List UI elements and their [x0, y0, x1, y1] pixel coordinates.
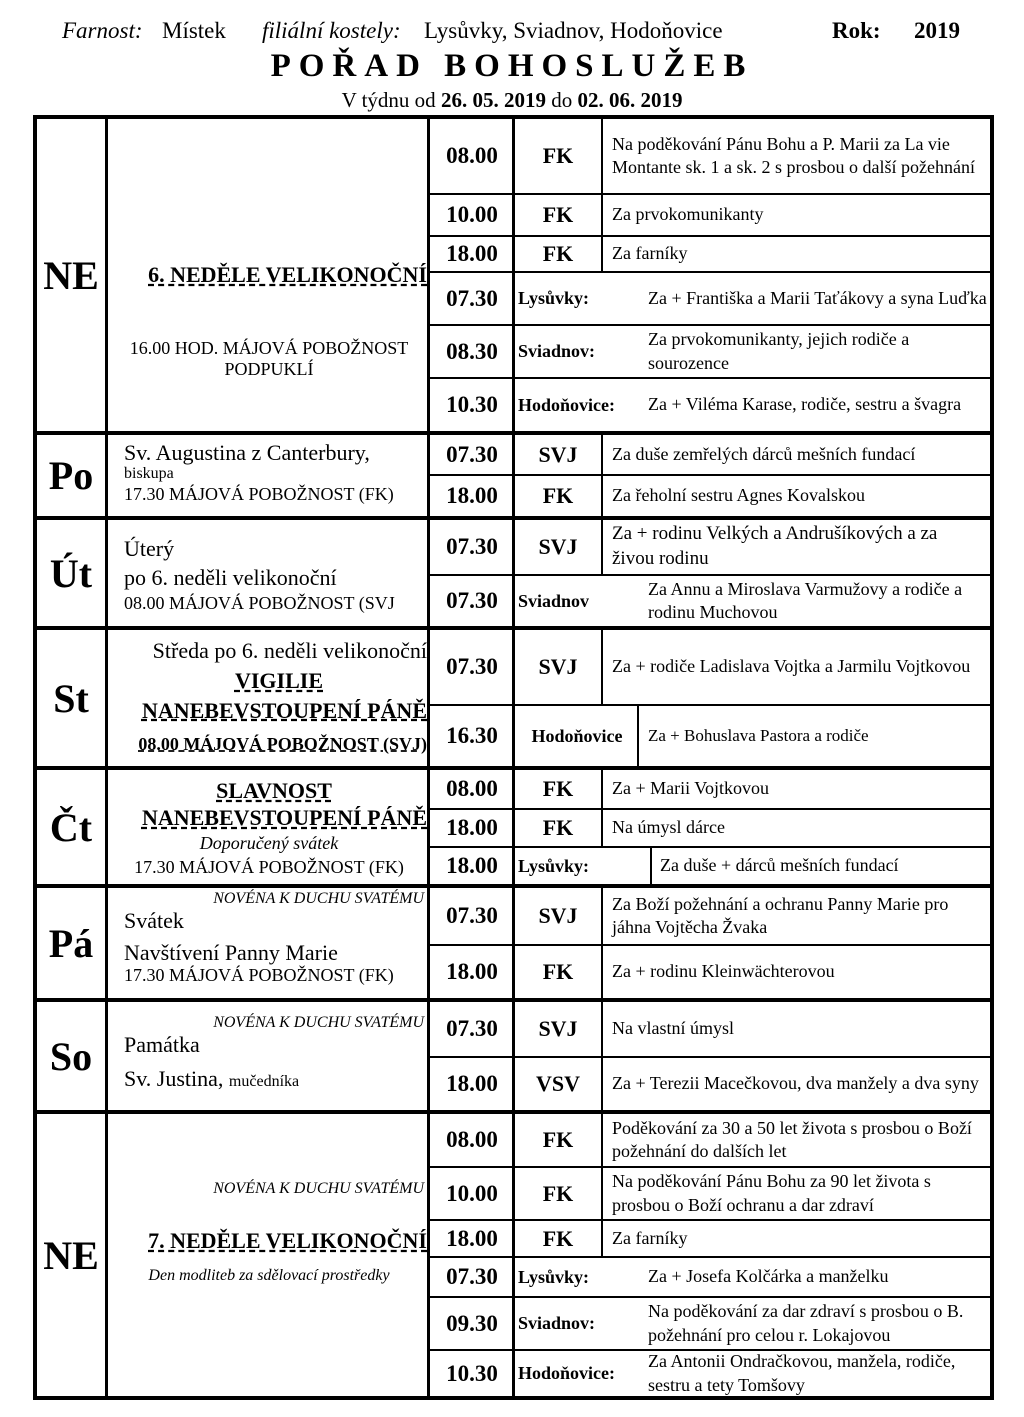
feast-note: Den modliteb za sdělovací prostředky: [148, 1267, 390, 1285]
day-description: [111, 262, 427, 287]
day-abbr: Pá: [48, 920, 94, 966]
mass-place: SVJ: [538, 903, 578, 928]
mass-place: FK: [542, 1225, 574, 1251]
devotion-line: 17.30 MÁJOVÁ POBOŽNOST (FK): [124, 483, 394, 504]
day-name: Památka: [124, 1032, 200, 1058]
day-description: [111, 638, 427, 755]
day-subtitle: po 6. neděli velikonoční: [124, 565, 337, 591]
day-description: [124, 536, 440, 613]
mass-time: 18.00: [446, 1071, 498, 1096]
mass-place: Lysůvky:: [518, 855, 590, 876]
day-description: [124, 440, 440, 504]
week-prefix: V týdnu od: [341, 88, 436, 112]
mass-time: 07.30: [446, 654, 498, 679]
divider: [105, 115, 108, 1400]
day-abbr: NE: [43, 1232, 99, 1278]
mass-place: Hodoňovice:: [518, 1363, 615, 1383]
mass-intention: Za + Terezii Macečkovou, dva manžely a dva syny: [612, 1073, 979, 1094]
mass-place: Lysůvky:: [518, 288, 590, 308]
feast-name: 7. NEDĚLE VELIKONOČNÍ: [148, 1228, 427, 1253]
mass-place: SVJ: [538, 534, 578, 559]
day-abbr: So: [49, 1033, 93, 1079]
mass-time: 16.30: [446, 723, 498, 748]
feast-name: NANEBEVSTOUPENÍ PÁNĚ: [141, 805, 427, 831]
mass-time: 07.30: [446, 441, 498, 467]
mass-place: SVJ: [538, 441, 578, 467]
mass-place: Sviadnov: [518, 590, 590, 611]
mass-intention: Za + rodiče Ladislava Vojtka a Jarmilu Vojtkovou: [612, 656, 971, 677]
devotion-line: 17.30 MÁJOVÁ POBOŽNOST (FK): [124, 964, 394, 985]
saint-name: Sv. Justina,: [124, 1065, 224, 1091]
mass-intention: Za farníky: [612, 243, 688, 264]
devotion-line: 08.00 MÁJOVÁ POBOŽNOST (SVJ): [138, 733, 427, 754]
mass-place: Hodoňovice: [531, 725, 623, 746]
mass-time: 08.30: [446, 338, 498, 364]
mass-place: FK: [542, 202, 574, 227]
divider: [601, 1002, 603, 1110]
mass-time: 08.00: [446, 143, 498, 168]
mass-time: 08.00: [446, 1127, 498, 1152]
mass-intention: Za + Josefa Kolčárka a manželku: [648, 1266, 889, 1287]
mass-place: SVJ: [538, 654, 578, 679]
mass-intention: Na poděkování za dar zdraví s prosbou o B. požehnání pro celou r. Lokajovou: [648, 1301, 964, 1345]
divider: [650, 848, 652, 884]
day-name: Středa po 6. neděli velikonoční: [152, 638, 427, 663]
feast-note: Doporučený svátek: [199, 832, 339, 853]
novena-note: NOVÉNA K DUCHU SVATÉMU: [213, 1180, 424, 1197]
mass-place: SVJ: [538, 1016, 578, 1041]
feast-name: Navštívení Panny Marie: [124, 939, 338, 965]
mass-time: 07.30: [446, 534, 498, 559]
day-description: [124, 890, 424, 986]
mass-intention: Za duše + dárců mešních fundací: [660, 855, 899, 876]
mass-time: 10.30: [446, 392, 498, 417]
mass-place: Lysůvky:: [518, 1266, 590, 1287]
day-description: [124, 1180, 424, 1198]
mass-place: FK: [542, 143, 574, 168]
mass-place: FK: [542, 1180, 574, 1206]
filial-churches: Lysůvky, Sviadnov, Hodoňovice: [424, 18, 723, 43]
week-from: 26. 05. 2019: [440, 88, 546, 112]
mass-intention: Za + Bohuslava Pastora a rodiče: [648, 725, 869, 745]
week-to: 02. 06. 2019: [577, 88, 683, 112]
divider: [601, 119, 603, 271]
feast-vigil: VIGILIE: [234, 668, 324, 694]
filial-label: filiální kostely:: [262, 18, 401, 43]
day-note: [111, 338, 427, 379]
mass-intention: Na úmysl dárce: [612, 817, 725, 838]
mass-place: FK: [542, 815, 574, 840]
page-title: POŘAD BOHOSLUŽEB: [270, 48, 754, 84]
divider: [601, 435, 603, 516]
mass-place: VSV: [535, 1071, 580, 1096]
feast-name: NANEBEVSTOUPENÍ PÁNĚ: [141, 697, 427, 723]
devotion-place: PODPUKLÍ: [224, 358, 314, 379]
feast-rank: SLAVNOST: [216, 778, 332, 803]
day-description: [111, 778, 427, 878]
mass-intention: Za prvokomunikanty, jejich rodiče a sourozence: [648, 329, 910, 373]
mass-intention: Na vlastní úmysl: [612, 1018, 734, 1039]
week-mid: do: [551, 88, 573, 112]
year-value: 2019: [914, 18, 960, 43]
parish-label: Farnost:: [62, 18, 143, 43]
mass-intention: Za + Viléma Karase, rodiče, sestru a švagra: [648, 394, 962, 415]
mass-intention: Na poděkování Pánu Bohu a P. Marii za La vie Montante sk. 1 a sk. 2 s prosbou o další požehnání: [612, 133, 975, 177]
week-range: [0, 88, 1024, 113]
mass-intention: Za + Marii Vojtkovou: [612, 778, 769, 799]
day-description: [124, 1014, 424, 1091]
feast-name: 6. NEDĚLE VELIKONOČNÍ: [148, 262, 427, 287]
mass-intention: Na poděkování Pánu Bohu za 90 let života s prosbou o Boží ochranu a dar zdraví: [612, 1171, 931, 1215]
mass-time: 07.30: [446, 1016, 498, 1041]
mass-place: FK: [542, 959, 574, 984]
mass-time: 07.30: [446, 1264, 498, 1289]
novena-note: NOVÉNA K DUCHU SVATÉMU: [213, 1014, 424, 1031]
header-line: [0, 18, 1024, 48]
devotion-line: 17.30 MÁJOVÁ POBOŽNOST (FK): [134, 857, 404, 878]
mass-intention: Za Annu a Miroslava Varmužovy a rodiče a rodinu Muchovou: [648, 578, 963, 622]
day-abbr: NE: [43, 252, 99, 298]
divider: [601, 888, 603, 998]
mass-time: 18.00: [446, 853, 498, 878]
mass-time: 10.00: [446, 1180, 498, 1206]
day-name: Svátek: [124, 908, 184, 934]
saint-title: mučedníka: [228, 1072, 300, 1090]
mass-time: 18.00: [446, 815, 498, 840]
mass-place: Hodoňovice:: [518, 394, 615, 415]
mass-intention: Poděkování za 30 a 50 let života s prosbou o Boží požehnání do dalších let: [612, 1117, 972, 1161]
mass-intention: Za řeholní sestru Agnes Kovalskou: [612, 485, 865, 506]
day-abbr: Po: [48, 453, 94, 498]
mass-time: 10.30: [446, 1360, 498, 1386]
divider: [601, 520, 603, 574]
mass-place: FK: [542, 483, 574, 508]
mass-time: 07.30: [446, 588, 498, 613]
divider: [601, 630, 603, 704]
mass-time: 07.30: [446, 285, 498, 311]
mass-place: FK: [542, 776, 574, 801]
devotion-line: 08.00 MÁJOVÁ POBOŽNOST (SVJ: [124, 592, 395, 613]
divider: [601, 1114, 603, 1256]
saint-title: biskupa: [124, 465, 174, 483]
day-name: Úterý: [124, 536, 175, 561]
mass-time: 18.00: [446, 1225, 498, 1251]
divider: [637, 706, 639, 766]
divider: [601, 770, 603, 846]
novena-note: NOVÉNA K DUCHU SVATÉMU: [213, 890, 424, 907]
mass-intention: Za + rodinu Velkých a Andrušíkových a za živou rodinu: [612, 523, 938, 569]
mass-time: 07.30: [446, 903, 498, 928]
mass-time: 09.30: [446, 1310, 498, 1336]
divider: [427, 115, 430, 1400]
mass-intention: Za duše zemřelých dárců mešních fundací: [612, 443, 916, 464]
mass-place: FK: [542, 1127, 574, 1152]
mass-intention: Za prvokomunikanty: [612, 204, 764, 225]
saint-name: Sv. Augustina z Canterbury,: [124, 440, 370, 465]
feast-block: [111, 1228, 427, 1286]
mass-time: 18.00: [446, 959, 498, 984]
day-abbr: St: [53, 675, 89, 721]
parish-name: Místek: [162, 18, 226, 43]
mass-place: Sviadnov:: [518, 1313, 596, 1333]
day-abbr: Út: [49, 550, 93, 596]
mass-time: 18.00: [446, 483, 498, 508]
mass-intention: Za Antonii Ondračkovou, manžela, rodiče, sestru a tety Tomšovy: [648, 1351, 956, 1395]
mass-time: 10.00: [446, 202, 498, 227]
mass-time: 08.00: [446, 776, 498, 801]
mass-time: 18.00: [446, 241, 498, 266]
day-abbr: Čt: [49, 804, 93, 850]
mass-place: Sviadnov:: [518, 341, 596, 361]
mass-intention: Za farníky: [612, 1227, 688, 1248]
devotion-line: 16.00 HOD. MÁJOVÁ POBOŽNOST: [129, 338, 409, 358]
mass-intention: Za + Františka a Marii Taťákovy a syna Luďka: [648, 287, 987, 308]
mass-intention: Za + rodinu Kleinwächterovou: [612, 961, 835, 982]
year-label: Rok:: [832, 18, 881, 43]
mass-place: FK: [542, 241, 574, 266]
mass-intention: Za Boží požehnání a ochranu Panny Marie pro jáhna Vojtěcha Žvaka: [612, 893, 949, 937]
